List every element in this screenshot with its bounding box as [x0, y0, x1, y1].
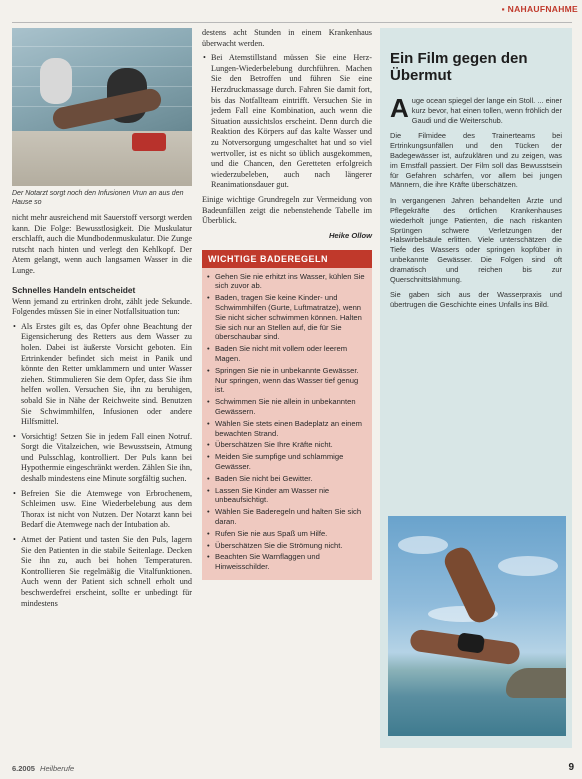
sidebar-title: Ein Film gegen den Übermut [390, 50, 528, 84]
paragraph: destens acht Stunden in einem Krankenhaus überwacht werden. [202, 28, 372, 48]
paragraph: Wenn jemand zu ertrinken droht, zählt jede Sekunde. Folgendes müssen Sie in einer Notfallsituation tun: [12, 296, 192, 317]
rule-item: • Baden, tragen Sie keine Kinder- und Schwimmhilfen (Gurte, Luftmatratze), wenn Sie nicht sicher schwimmen können. Halten Sie sich nur an Stellen auf, die für Sie überschaubar sind. [207, 293, 367, 342]
rules-box-title: WICHTIGE BADEREGELN [202, 250, 372, 268]
rule-item: • Überschätzen Sie Ihre Kräfte nicht. [207, 440, 367, 450]
left-column [12, 28, 192, 613]
rules-list [202, 268, 372, 580]
sidebar-paragraph-text: uge ocean spiegel der lange ein Stoll. ... einer kurz bevor, hat einen tollen, wenn fröhlich der Gaudi und die Weiterschub. [411, 96, 562, 125]
drop-cap: A [390, 93, 409, 123]
rescue-photo [12, 28, 192, 186]
paragraph: nicht mehr ausreichend mit Sauerstoff versorgt werden kann. Die Folge: Bewusstlosigkeit. Die Muskulatur erschlafft, auch die Mundbodenmuskulatur. Die Zunge rutscht nach hinten und verlegt den Kehlkopf. Der Atem gelangt, wenn auch langsamen Wasser in die Lunge. [12, 213, 192, 275]
diving-photo [388, 516, 566, 736]
bullet-paragraph: • Als Erstes gilt es, das Opfer ohne Beachtung der Eigensicherung des Retters aus dem Wasser zu holen. Dabei ist äußerste Vorsicht geboten. Ein Ertrinkender befindet sich meist in Panik und könnte den Retter umklammern und unter Wasser ziehen. Stimmulieren Sie dem Opfer, dass Sie ihm helfen wollen. Versuchen Sie, ihn zu beruhigen, sobald Sie in Nähe der Reichweite sind. Benutzen Sie Schwimmhilfen, Infusionen oder andere Hilfsmittel. [12, 322, 192, 428]
paragraph: Einige wichtige Grundregeln zur Vermeidung von Badeunfällen zeigt die nebenstehende Tabelle im Überblick. [202, 194, 372, 226]
sidebar-paragraph: In vergangenen Jahren behandelten Ärzte und Pflegekräfte des örtlichen Krankenhauses wiederholt junge Patienten, die nach riskanten Sprüngen schwere Verletzungen der Halswirbelsäule erlitten. Viele unterschätzen die Tiefe des Wassers oder springen kopfüber in unbekannte Gewässer. Die Folgen sind oft dramatisch und reichen bis zur Querschnittslähmung. [390, 196, 562, 284]
magazine-name: Heilberufe [40, 764, 75, 773]
rule-item: • Baden Sie nicht mit vollem oder leerem Magen. [207, 344, 367, 364]
rule-item: • Schwimmen Sie nie allein in unbekannten Gewässern. [207, 397, 367, 417]
sidebar-paragraph: Die Filmidee des Trainerteams bei Ertrinkungsunfällen und den Tücken der Badegewässer ist, aufzuklären und zu zeigen, was im Ernstfall passiert. Der Film soll das Bewusstsein für Gefahren schärfen, vor allem bei jungen Männern, die ihre Kräfte überschätzen. [390, 131, 562, 190]
page-number: 9 [568, 762, 574, 773]
author-name: Heike Ollow [328, 230, 372, 240]
bullet-paragraph: • Atmet der Patient und tasten Sie den Puls, lagern Sie den Patienten in die stabile Seitenlage. Decken Sie ihn zu, auch bei hohen Temperaturen. Kontrollieren Sie regelmäßig die Vitalfunktionen. Auch wenn der Patient sich schnell erholt und beschwerdefrei erscheint, sollte er unbedingt für mindestens [12, 535, 192, 609]
bathing-rules-box [202, 250, 372, 580]
rule-item: • Wählen Sie stets einen Badeplatz an einem bewachten Strand. [207, 419, 367, 439]
section-tag: ▪ NAHAUFNAHME [501, 4, 578, 14]
subheading: Schnelles Handeln entscheidet [12, 284, 136, 295]
bullet-paragraph: • Befreien Sie die Atemwege von Erbrochenem, Schleimen usw. Eine Wiederbelebung aus dem Thorax ist nicht von Nutzen. Der Notarzt kann bei Bedarf die Atemwege nach der Intubation ab. [12, 489, 192, 531]
rule-item: • Rufen Sie nie aus Spaß um Hilfe. [207, 529, 367, 539]
rule-item: • Gehen Sie nie erhitzt ins Wasser, kühlen Sie sich zuvor ab. [207, 272, 367, 292]
rule-item: • Beachten Sie Warnflaggen und Hinweisschilder. [207, 552, 367, 572]
rule-item: • Überschätzen Sie die Strömung nicht. [207, 541, 367, 551]
bullet-paragraph: • Vorsichtig! Setzen Sie in jedem Fall einen Notruf. Sorgt die Vitalzeichen, wie Bewusstsein, Atmung und Pulsschlag, kontrolliert. Der Puls kann bei Hypothermie eingeschränkt werden. Zählen Sie ihn, deshalb mindestens eine Minute sorgfältig suchen. [12, 432, 192, 485]
sidebar-paragraph: Sie gaben sich aus der Wasserpraxis und übertrugen die Geschichte eines Unfalls ins Bild. [390, 290, 562, 310]
sidebar-paragraph [390, 93, 562, 125]
rule-item: • Springen Sie nie in unbekannte Gewässer. Nur springen, wenn das Wasser tief genug ist. [207, 366, 367, 395]
rule-item: • Wählen Sie Baderegeln und halten Sie sich daran. [207, 507, 367, 527]
issue-date: 6.2005 [12, 764, 35, 773]
rule-item: • Lassen Sie Kinder am Wasser nie unbeaufsichtigt. [207, 486, 367, 506]
film-sidebar [380, 28, 572, 748]
rule-item: • Baden Sie nicht bei Gewitter. [207, 474, 367, 484]
bullet-paragraph: • Bei Atemstillstand müssen Sie eine Herz-Lungen-Wiederbelebung durchführen. Machen Sie den Betroffen und führen Sie eine Herzdruckmassage durch. Fahren Sie damit fort, bis das Notfallteam eintrifft. Versuchen Sie in jedem Fall eine Kombination, auch wenn die Situation aussichtslos erscheint. Denn durch die Reaktion des Körpers auf das kalte Wasser und zu Notversorgung umgeschaltet hat und so viel wertvoller, ist es nicht so üblich ausgekommen, und die Chancen, den Geretteten erfolgreich wiederzubeleben, auch nach längerer Reanimationsdauer gut. [202, 53, 372, 191]
page-footer [12, 764, 574, 773]
top-rule [12, 22, 572, 23]
photo-caption: Der Notarzt sorgt noch den Infusionen Vrun an aus den Hause so [12, 190, 184, 206]
rule-item: • Meiden Sie sumpfige und schlammige Gewässer. [207, 452, 367, 472]
middle-column [202, 28, 372, 580]
